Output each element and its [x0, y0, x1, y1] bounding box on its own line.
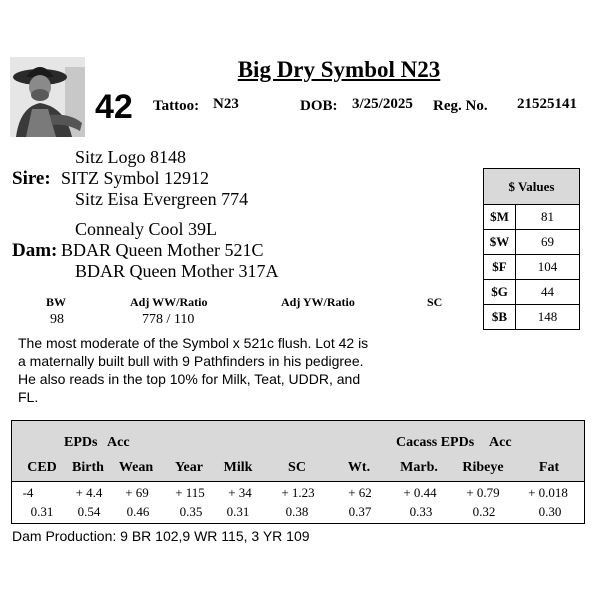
epd-column-header: Birth	[72, 460, 104, 475]
epd-value: + 115	[175, 485, 205, 500]
epd-value: + 0.44	[403, 485, 437, 500]
epd-group-label: EPDs	[64, 435, 98, 450]
dob-value: 3/25/2025	[352, 96, 413, 112]
epd-accuracy: 0.38	[285, 504, 309, 519]
sc-label: SC	[427, 295, 443, 309]
epd-accuracy: 0.31	[30, 504, 54, 519]
dollar-value-row	[484, 205, 579, 230]
epd-column-header: Wean	[118, 460, 154, 475]
reg-value: 21525141	[517, 96, 577, 112]
lot-number: 42	[95, 88, 133, 126]
bw-label: BW	[46, 295, 67, 309]
dollar-value-row	[484, 230, 579, 255]
epd-value: + 62	[348, 485, 372, 500]
epd-accuracy: 0.46	[126, 504, 150, 519]
dollar-value: 81	[541, 209, 554, 224]
dollar-value: 44	[541, 284, 554, 299]
tattoo-value: N23	[213, 96, 239, 112]
epd-column-header: SC	[288, 460, 306, 475]
epd-accuracy: 0.35	[179, 504, 203, 519]
dollar-value: 69	[541, 234, 554, 249]
carcass-group-acc: Acc	[489, 435, 512, 450]
epd-table	[11, 420, 585, 524]
ww-label: Adj WW/Ratio	[130, 295, 208, 309]
dam-sire: Connealy Cool 39L	[75, 219, 217, 239]
sire-sire: Sitz Logo 8148	[75, 147, 186, 167]
epd-value: + 34	[228, 485, 252, 500]
dollar-values-title: $ Values	[484, 169, 579, 205]
sire-label: Sire:	[12, 168, 51, 189]
page-title: Big Dry Symbol N23	[237, 57, 441, 82]
epd-column-header: CED	[27, 460, 57, 475]
epd-column-header: Marb.	[400, 460, 438, 475]
epd-column-header: Wt.	[347, 460, 371, 475]
epd-column-header: Milk	[223, 460, 253, 475]
epd-accuracy: 0.32	[472, 504, 496, 519]
dollar-value-label: $G	[484, 280, 516, 304]
dollar-value-label: $M	[484, 205, 516, 229]
dam-production: Dam Production: 9 BR 102,9 WR 115, 3 YR 109	[12, 528, 310, 544]
epd-value: -4	[22, 485, 34, 500]
dam-label: Dam:	[12, 240, 58, 261]
dollar-value-row	[484, 280, 579, 305]
epd-value: + 69	[125, 485, 149, 500]
dollar-values-table	[483, 168, 580, 330]
lot-notes: The most moderate of the Symbol x 521c flush. Lot 42 is a maternally built bull with 9 Pathfinders in his pedigree. He also reads in the top 10% for Milk, Teat, UDDR, and FL.	[18, 335, 369, 405]
dollar-value-row	[484, 255, 579, 280]
epd-accuracy: 0.37	[348, 504, 372, 519]
epd-accuracy: 0.54	[77, 504, 101, 519]
dam-dam: BDAR Queen Mother 317A	[75, 261, 279, 281]
epd-accuracy: 0.33	[409, 504, 433, 519]
dollar-value-label: $F	[484, 255, 516, 279]
dollar-value-label: $B	[484, 305, 516, 329]
epd-group-acc: Acc	[107, 435, 130, 450]
dollar-value: 148	[537, 309, 558, 324]
epd-column-header: Fat	[538, 460, 560, 475]
dollar-value-row	[484, 305, 579, 329]
dollar-value: 104	[537, 259, 558, 274]
epd-value: + 4.4	[75, 485, 103, 500]
carcass-group-label: Cacass EPDs	[396, 435, 475, 450]
epd-value: + 0.018	[528, 485, 568, 500]
yw-label: Adj YW/Ratio	[281, 295, 355, 309]
sire-name: SITZ Symbol 12912	[61, 168, 210, 188]
sire-dam: Sitz Eisa Evergreen 774	[75, 189, 249, 209]
epd-accuracy: 0.31	[226, 504, 250, 519]
epd-value: + 0.79	[466, 485, 500, 500]
tattoo-label: Tattoo:	[153, 98, 200, 114]
epd-accuracy: 0.30	[538, 504, 562, 519]
bw-value: 98	[50, 312, 64, 327]
epd-column-header: Year	[175, 460, 203, 475]
dam-name: BDAR Queen Mother 521C	[61, 240, 264, 260]
epd-column-header: Ribeye	[462, 460, 504, 475]
dollar-value-label: $W	[484, 230, 516, 254]
epd-value: + 1.23	[281, 485, 315, 500]
reg-label: Reg. No.	[433, 98, 488, 114]
dob-label: DOB:	[300, 98, 338, 114]
ww-value: 778 / 110	[142, 312, 195, 327]
